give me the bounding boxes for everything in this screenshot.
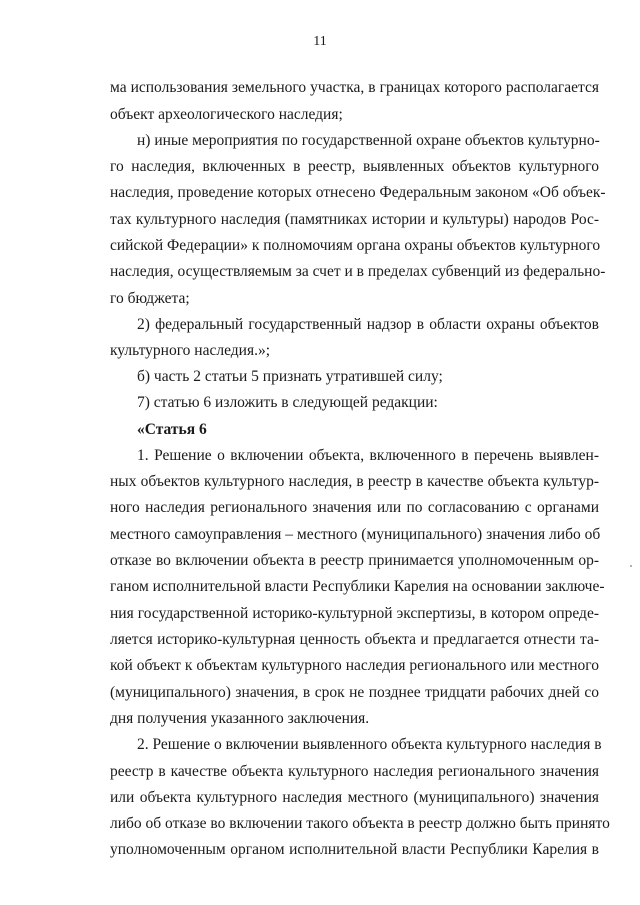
page-number: 11 bbox=[313, 34, 327, 49]
text-line: ганом исполнительной власти Республики Карелия на основании заключе- bbox=[110, 578, 605, 595]
text-line: отказе во включении объекта в реестр принимается уполномоченным ор- bbox=[110, 552, 599, 569]
text-line: ма использования земельного участка, в границах которого располагается bbox=[110, 79, 599, 96]
text-line: ных объектов культурного наследия, в реестр в качестве объекта культур- bbox=[110, 473, 599, 490]
text-line: 1. Решение о включении объекта, включенного в перечень выявлен- bbox=[137, 447, 599, 464]
text-line: кой объект к объектам культурного наследия регионального или местного bbox=[110, 657, 599, 674]
text-line: местного самоуправления – местного (муниципального) значения либо об bbox=[110, 526, 601, 543]
text-line: дня получения указанного заключения. bbox=[110, 710, 370, 727]
text-line: (муниципального) значения, в срок не позднее тридцати рабочих дней со bbox=[110, 684, 599, 701]
text-line: уполномоченным органом исполнительной власти Республики Карелия в bbox=[110, 841, 599, 858]
text-line: наследия, проведение которых отнесено Федеральным законом «Об объек- bbox=[110, 184, 606, 201]
text-line: или объекта культурного наследия местного (муниципального) значения bbox=[110, 789, 599, 806]
text-line: реестр в качестве объекта культурного наследия регионального значения bbox=[110, 763, 599, 780]
text-line: культурного наследия.»; bbox=[110, 342, 271, 359]
text-line: объект археологического наследия; bbox=[110, 106, 343, 123]
text-line: 2. Решение о включении выявленного объекта культурного наследия в bbox=[137, 736, 602, 753]
scan-speck bbox=[630, 565, 632, 567]
text-line: б) часть 2 статьи 5 признать утратившей силу; bbox=[137, 368, 443, 385]
article-heading: «Статья 6 bbox=[137, 421, 207, 438]
text-line: го бюджета; bbox=[110, 290, 190, 307]
text-line: сийской Федерации» к полномочиям органа охраны объектов культурного bbox=[110, 237, 601, 254]
text-line: 2) федеральный государственный надзор в области охраны объектов bbox=[137, 316, 599, 333]
text-line: тах культурного наследия (памятниках истории и культуры) народов Рос- bbox=[110, 211, 599, 228]
text-line: ного наследия регионального значения или по согласованию с органами bbox=[110, 499, 599, 516]
text-line: наследия, осуществляемым за счет и в пределах субвенций из федерально- bbox=[110, 263, 606, 280]
text-line: ния государственной историко-культурной экспертизы, в котором опреде- bbox=[110, 605, 599, 622]
text-line: го наследия, включенных в реестр, выявленных объектов культурного bbox=[110, 158, 599, 175]
text-line: либо об отказе во включении такого объекта в реестр должно быть принято bbox=[110, 815, 610, 832]
text-line: н) иные мероприятия по государственной охране объектов культурно- bbox=[137, 132, 600, 149]
text-line: 7) статью 6 изложить в следующей редакции: bbox=[137, 394, 438, 411]
text-line: ляется историко-культурная ценность объекта и предлагается отнести та- bbox=[110, 631, 599, 648]
